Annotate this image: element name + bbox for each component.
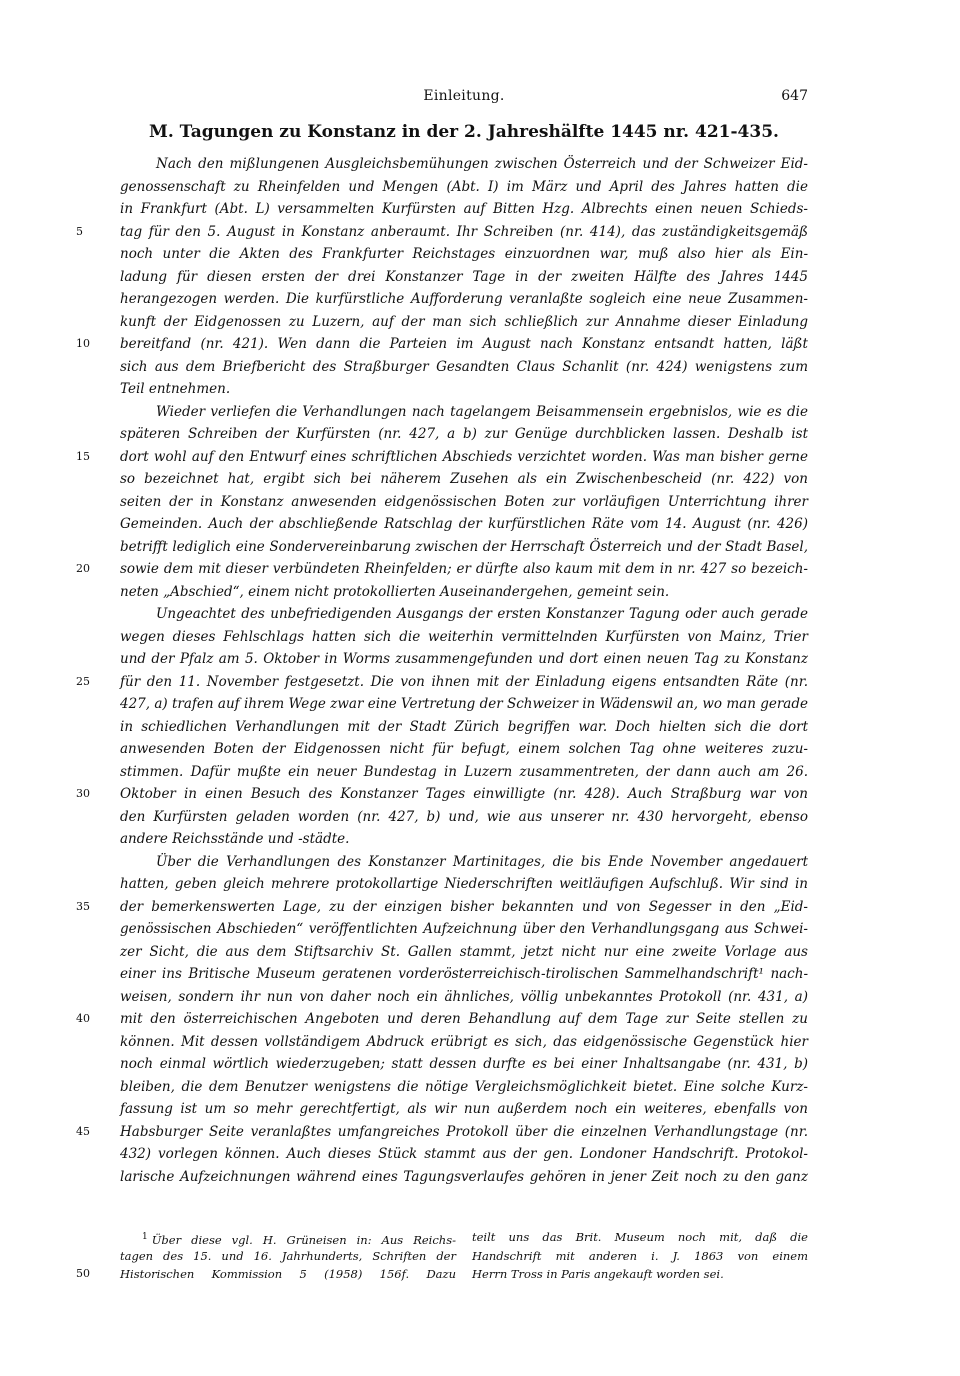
line-number: 25 [76, 674, 90, 688]
text-line [120, 581, 808, 604]
text-line [120, 828, 808, 851]
line-text: genossenschaft zu Rheinfelden und Mengen (Abt. I) im März und April des Jahres hatten die [120, 178, 808, 195]
line-text: hatten, geben gleich mehrere protokollartige Niederschriften weitläufigen Aufschluß. Wir sind in [120, 876, 808, 892]
line-text: sowie dem mit dieser verbündeten Rheinfelden; er dürfte also kaum mit dem in nr. 427 so bezeich- [120, 561, 808, 577]
footnote-line [76, 1265, 456, 1284]
line-text: neten „Abschied“, einem nicht protokollierten Auseinandergehen, gemeint sein. [120, 583, 670, 600]
line-text: dort wohl auf den Entwurf eines schriftlichen Abschieds verzichtet worden. Was man bisher gerne [120, 448, 808, 465]
text-line [120, 761, 808, 784]
body-text [76, 153, 808, 1188]
line-number: 5 [76, 224, 83, 238]
line-text: der bemerkenswerten Lage, zu der einzigen bisher bekannten und von Segesser in den „Eid- [120, 898, 808, 915]
text-line [120, 716, 808, 739]
text-line [120, 491, 808, 514]
line-text: Über die Verhandlungen des Konstanzer Martinitages, die bis Ende November angedauert [156, 853, 808, 870]
text-line [120, 378, 808, 401]
line-text: in schiedlichen Verhandlungen mit der Stadt Zürich begriffen war. Doch hielten sich die dort [120, 718, 808, 735]
text-line [120, 1143, 808, 1166]
line-text: und der Pfalz am 5. Oktober in Worms zusammengefunden und dort einen neuen Tag zu Konstanz [120, 651, 808, 667]
line-number: 40 [76, 1012, 90, 1025]
line-text: können. Mit dessen vollständigem Abdruck erübrigt es sich, das eidgenössische Gegenstück hier [120, 1033, 808, 1050]
line-text: tag für den 5. August in Konstanz anberaumt. Ihr Schreiben (nr. 414), das zuständigkeitsgemäß [120, 223, 808, 240]
text-line [120, 1031, 808, 1054]
line-text: fassung ist um so mehr gerechtfertigt, als wir nun außerdem noch ein weiteres, ebenfalls von [120, 1101, 808, 1117]
line-text: ladung für diesen ersten der drei Konstanzer Tage in der zweiten Hälfte des Jahres 1445 [120, 268, 808, 285]
text-line [120, 1053, 808, 1076]
text-line [76, 333, 808, 356]
text-line [120, 513, 808, 536]
line-text: wegen dieses Fehlschlags hatten sich die weiterhin vermittelnden Kurfürsten von Mainz, Trier [120, 628, 808, 645]
text-line [120, 1076, 808, 1099]
line-text: zer Sicht, die aus dem Stiftsarchiv St. Gallen stammt, jetzt nicht nur eine zweite Vorlage aus [120, 943, 808, 960]
text-line [120, 423, 808, 446]
text-line [120, 873, 808, 896]
line-text: Nach den mißlungenen Ausgleichsbemühungen zwischen Österreich und der Schweizer Eid- [156, 156, 808, 172]
footnote-text: teilt uns das Brit. Museum noch mit, daß die [472, 1230, 808, 1244]
text-line [76, 446, 808, 469]
line-number: 30 [76, 787, 90, 800]
text-line [120, 626, 808, 649]
line-text: Oktober in einen Besuch des Konstanzer Tages einwilligte (nr. 428). Auch Straßburg war von [120, 786, 808, 802]
line-text: Teil entnehmen. [120, 381, 231, 397]
section-title: M. Tagungen zu Konstanz in der 2. Jahreshälfte 1445 nr. 421-435. [149, 122, 779, 142]
footnote-line [120, 1228, 456, 1247]
line-text: Habsburger Seite veranlaßtes umfangreiches Protokoll über die einzelnen Verhandlungstage (nr. [120, 1123, 808, 1140]
text-line [120, 288, 808, 311]
text-line [120, 693, 808, 716]
footnote-column-left [76, 1228, 456, 1284]
running-header [120, 88, 808, 108]
text-line [76, 896, 808, 919]
footnote-column-right [472, 1228, 808, 1284]
line-text: in Frankfurt (Abt. L) versammelten Kurfürsten auf Bitten Hzg. Albrechts einen neuen Schieds- [120, 201, 808, 217]
line-text: weisen, sondern ihr nun von daher noch ein ähnliches, völlig unbekanntes Protokoll (nr. 431, a) [120, 988, 808, 1005]
running-title: Einleitung. [423, 88, 505, 104]
text-line [76, 1008, 808, 1031]
line-text: andere Reichsstände und -städte. [120, 831, 350, 847]
text-line [76, 671, 808, 694]
line-text: noch einmal wörtlich wiederzugeben; statt dessen durfte es bei einer Inhaltsangabe (nr. 431, b) [120, 1056, 808, 1072]
line-number: 15 [76, 449, 90, 463]
line-text: noch unter die Akten des Frankfurter Reichstages einzuordnen war, muß also hier als Ein- [120, 246, 808, 262]
text-line [120, 603, 808, 626]
line-text: stimmen. Dafür mußte ein neuer Bundestag in Luzern zusammentreten, der dann auch am 26. [120, 763, 808, 780]
line-text: 432) vorlegen können. Auch dieses Stück stammt aus der gen. Londoner Handschrift. Protokol- [120, 1146, 808, 1162]
text-line [120, 1098, 808, 1121]
footnote-line [472, 1265, 808, 1284]
text-line [120, 311, 808, 334]
text-line [120, 806, 808, 829]
text-line [120, 243, 808, 266]
text-line [120, 176, 808, 199]
text-line [120, 941, 808, 964]
line-text: larische Aufzeichnungen während eines Tagungsverlaufes gehören in jener Zeit noch zu den ganz [120, 1168, 808, 1185]
text-line [120, 1166, 808, 1189]
footnote-text: Herrn Tross in Paris angekauft worden sei. [472, 1267, 724, 1281]
footnote-text: tagen des 15. und 16. Jahrhunderts, Schriften der [120, 1248, 456, 1263]
line-number: 20 [76, 562, 90, 575]
line-text: bereitfand (nr. 421). Wen dann die Parteien im August nach Konstanz entsandt hatten, läßt [120, 336, 808, 352]
line-text: sich aus dem Briefbericht des Straßburger Gesandten Claus Schanlit (nr. 424) wenigstens zum [120, 358, 808, 375]
text-line [120, 536, 808, 559]
line-text: mit den österreichischen Angeboten und deren Behandlung auf dem Tage zur Seite stellen zu [120, 1011, 808, 1027]
line-text: Ungeachtet des unbefriedigenden Ausgangs der ersten Konstanzer Tagung oder auch gerade [156, 606, 808, 622]
text-line [120, 963, 808, 986]
line-text: kunft der Eidgenossen zu Luzern, auf der man sich schließlich zur Annahme dieser Einladung [120, 313, 808, 330]
line-text: seiten der in Konstanz anwesenden eidgenössischen Boten zur vorläufigen Unterrichtung ihrer [120, 493, 808, 510]
footnote-text: Handschrift mit anderen i. J. 1863 von einem [472, 1248, 808, 1263]
text-line [76, 221, 808, 244]
text-line [120, 266, 808, 289]
line-text: bleiben, die dem Benutzer wenigstens die nötige Vergleichsmöglichkeit bietet. Eine solche Kurz- [120, 1078, 808, 1095]
line-text: 427, a) trafen auf ihrem Wege zwar eine Vertretung der Schweizer in Wädenswil an, wo man gerade [120, 696, 808, 712]
text-line [120, 356, 808, 379]
footnote-text: Historischen Kommission 5 (1958) 156f. Dazu [120, 1267, 456, 1281]
line-text: anwesenden Boten der Eidgenossen nicht für befugt, einem solchen Tag ohne weiteres zuzu- [120, 741, 808, 757]
line-text: herangezogen werden. Die kurfürstliche Aufforderung veranlaßte sogleich eine neue Zusammen- [120, 291, 808, 307]
page-number: 647 [781, 88, 808, 104]
text-line [120, 851, 808, 874]
line-text: genössischen Abschieden“ veröffentlichten Aufzeichnung über den Verhandlungsgang aus Schwei- [120, 921, 808, 937]
text-line [76, 1121, 808, 1144]
line-number: 10 [76, 337, 90, 350]
text-line [76, 783, 808, 806]
text-line [120, 738, 808, 761]
text-line [120, 153, 808, 176]
line-number: 35 [76, 899, 90, 913]
line-text: betrifft lediglich eine Sondervereinbarung zwischen der Herrschaft Österreich und der Stadt Basel, [120, 538, 808, 555]
line-text: so bezeichnet hat, ergibt sich bei näherem Zusehen als ein Zwischenbescheid (nr. 422) von [120, 471, 808, 487]
text-line [120, 986, 808, 1009]
line-text: späteren Schreiben der Kurfürsten (nr. 427, a b) zur Genüge durchblicken lassen. Deshalb ist [120, 426, 808, 442]
text-line [120, 648, 808, 671]
footnote-line [472, 1247, 808, 1266]
text-line [120, 468, 808, 491]
footnote-line [472, 1228, 808, 1247]
line-number: 50 [76, 1267, 90, 1280]
line-text: einer ins Britische Museum geratenen vorderösterreichisch-tirolischen Sammelhandschrift¹ nach- [120, 966, 808, 982]
line-text: Gemeinden. Auch der abschließende Ratschlag der kurfürstlichen Räte vom 14. August (nr. 426) [120, 516, 808, 532]
line-number: 45 [76, 1124, 90, 1138]
line-text: den Kurfürsten geladen worden (nr. 427, b) und, wie aus unserer nr. 430 hervorgeht, ebenso [120, 808, 808, 825]
text-line [76, 558, 808, 581]
text-line [120, 198, 808, 221]
text-line [120, 401, 808, 424]
footnote-text: Über diese vgl. H. Grüneisen in: Aus Reichs- [151, 1232, 456, 1247]
line-text: für den 11. November festgesetzt. Die von ihnen mit der Einladung eigens entsandten Räte (nr. [120, 673, 808, 690]
line-text: Wieder verliefen die Verhandlungen nach tagelangem Beisammensein ergebnislos, wie es die [156, 403, 808, 420]
text-line [120, 918, 808, 941]
footnote-mark: 1 [142, 1232, 148, 1242]
footnote-line [120, 1247, 456, 1266]
